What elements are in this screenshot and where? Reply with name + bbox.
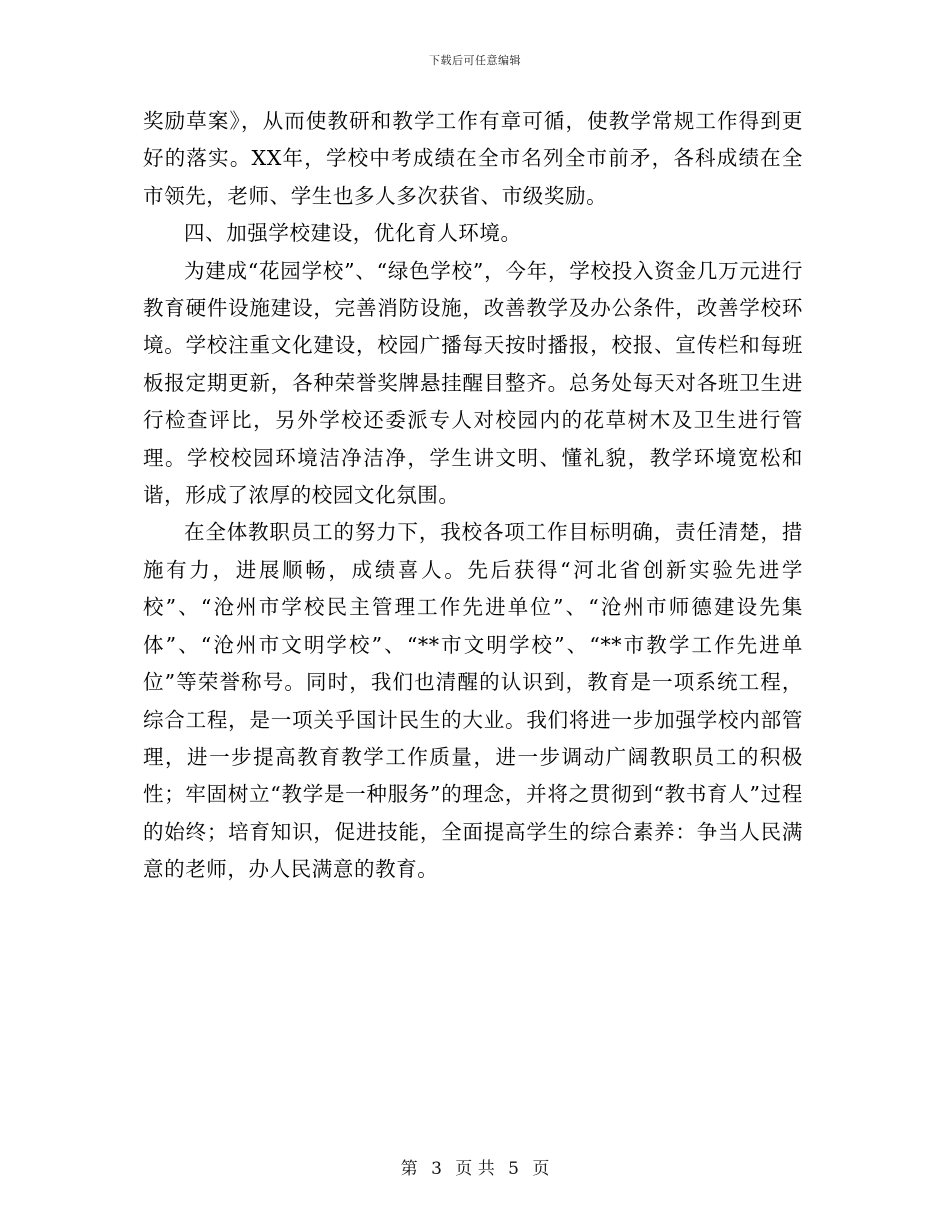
current-page-number: 3 — [431, 1159, 442, 1179]
paragraph-2: 为建成“花园学校”、“绿色学校”，今年，学校投入资金几万元进行教育硬件设施建设，完善消防设施，改善教学及办公条件，改善学校环境。学校注重文化建设，校园广播每天按时播报，校报、宣传栏和每班板报定期更新，各种荣誉奖牌悬挂醒目整齐。总务处每天对各班卫生进行检查评比，另外学校还委派专人对校园内的花草树木及卫生进行管理。学校校园环境洁净洁净，学生讲文明、懂礼貌，教学环境宽松和谐，形成了浓厚的校园文化氛围。 — [143, 258, 803, 508]
page-label-suffix: 页 — [532, 1159, 550, 1179]
paragraph-3: 在全体教职员工的努力下，我校各项工作目标明确，责任清楚，措施有力，进展顺畅，成绩喜人。先后获得“河北省创新实验先进学校”、“沧州市学校民主管理工作先进单位”、“沧州市师德建设先集体”、“沧州市文明学校”、“**市文明学校”、“**市教学工作先进单位”等荣誉称号。同时，我们也清醒的认识到，教育是一项系统工程，综合工程，是一项关乎国计民生的大业。我们将进一步加强学校内部管理，进一步提高教育教学工作质量，进一步调动广阔教职员工的积极性；牢固树立“教学是一种服务”的理念，并将之贯彻到“教书育人”过程的始终；培育知识，促进技能，全面提高学生的综合素养：争当人民满意的老师，办人民满意的教育。 — [143, 520, 803, 882]
page-header: 下载后可任意编辑 — [429, 54, 521, 67]
document-body — [143, 103, 803, 889]
paragraph-1: 奖励草案》，从而使教研和教学工作有章可循，使教学常规工作得到更好的落实。XX年，学校中考成绩在全市名列全市前矛，各科成绩在全市领先，老师、学生也多人多次获省、市级奖励。 — [143, 109, 803, 208]
page-label-middle: 页 共 — [455, 1159, 495, 1179]
page-label-prefix: 第 — [400, 1159, 418, 1179]
page-footer — [0, 1154, 950, 1179]
total-page-count: 5 — [508, 1159, 519, 1179]
section-heading: 四、加强学校建设，优化育人环境。 — [184, 221, 522, 246]
